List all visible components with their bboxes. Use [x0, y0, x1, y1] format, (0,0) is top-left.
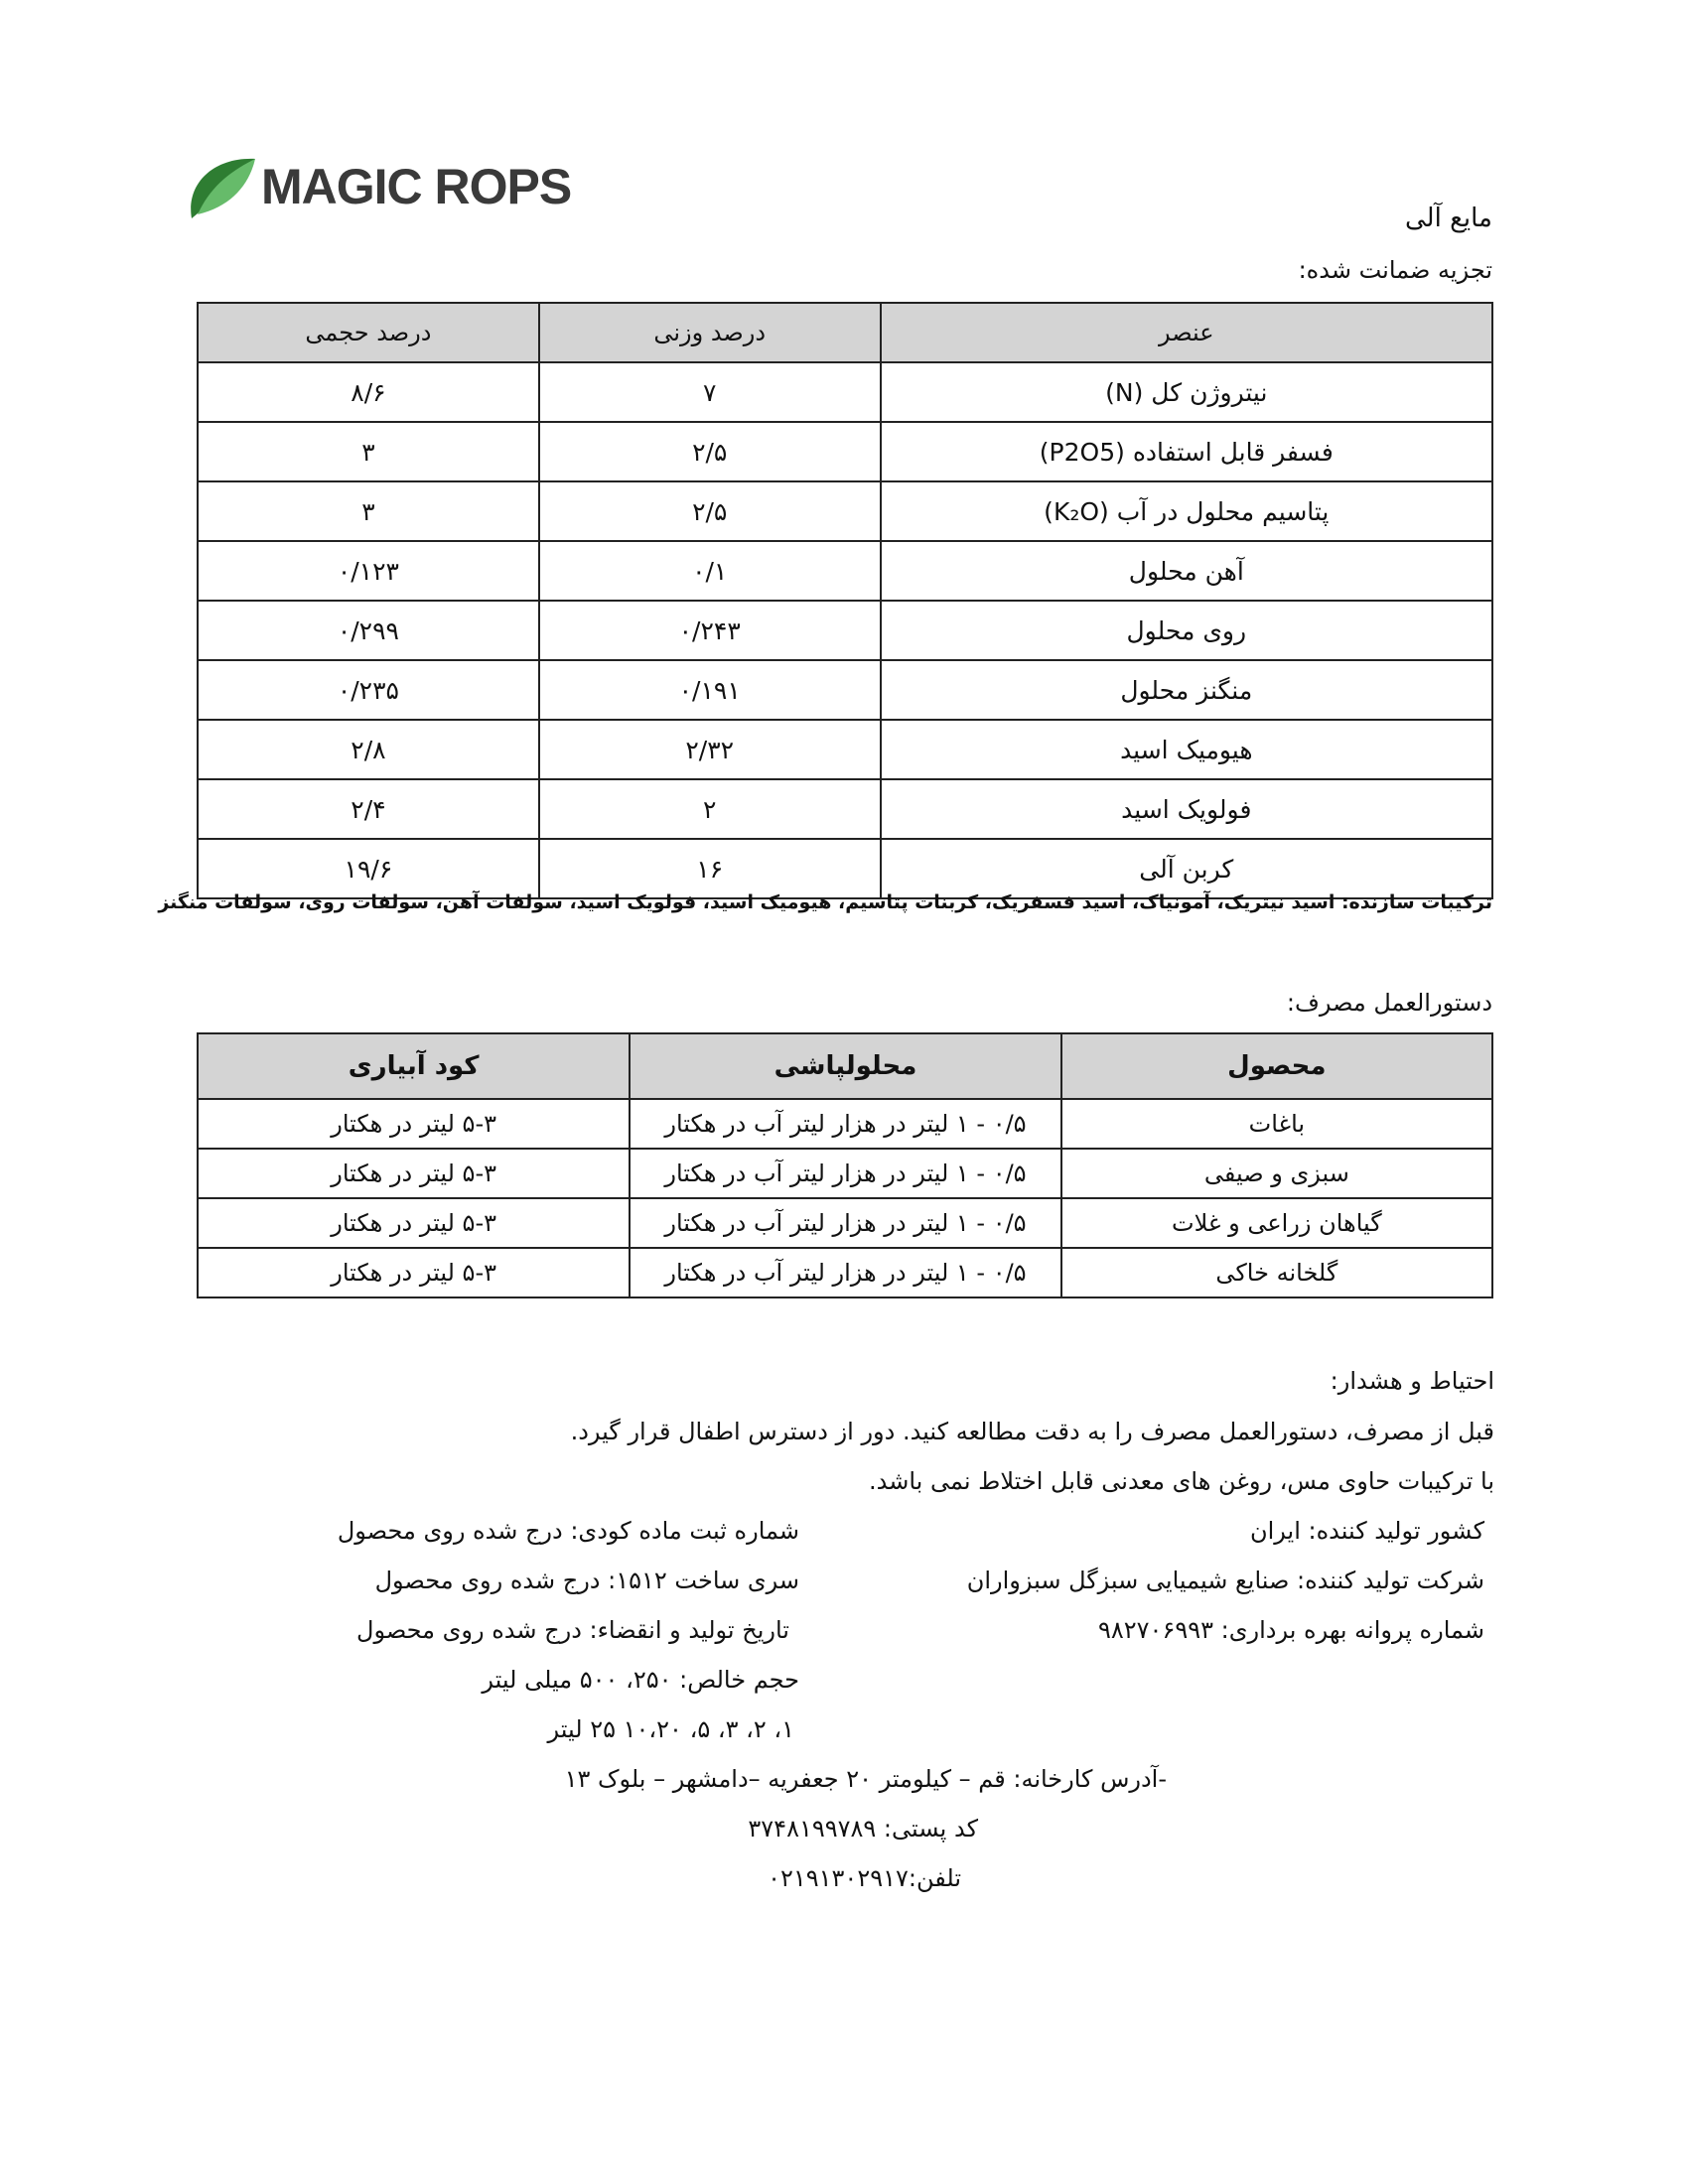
header-volume-percent: درصد حجمی: [198, 303, 539, 362]
element-cell: روی محلول: [881, 601, 1492, 660]
country-of-origin: کشور تولید کننده: ایران: [1250, 1517, 1484, 1545]
warning-line-1: قبل از مصرف، دستورالعمل مصرف را به دقت مطالعه کنید. دور از دسترس اطفال قرار گیرد.: [570, 1418, 1494, 1445]
weight-cell: ۲/۵: [539, 422, 881, 481]
factory-address: -آدرس کارخانه: قم – کیلومتر ۲۰ جعفریه –دامشهر – بلوک ۱۳: [564, 1765, 1167, 1793]
logo-text: MAGIC ROPS: [261, 159, 572, 214]
batch-number: سری ساخت ۱۵۱۲: درج شده روی محصول: [374, 1567, 799, 1594]
element-cell: آهن محلول: [881, 541, 1492, 601]
weight-cell: ۰/۱۹۱: [539, 660, 881, 720]
fertigation-cell: ۵-۳ لیتر در هکتار: [198, 1099, 630, 1149]
volume-cell: ۲/۸: [198, 720, 539, 779]
usage-title: دستورالعمل مصرف:: [1286, 989, 1492, 1017]
header-fertigation: کود آبیاری: [198, 1033, 630, 1099]
element-cell: نیتروژن کل (N): [881, 362, 1492, 422]
weight-cell: ۰/۲۴۳: [539, 601, 881, 660]
fertigation-cell: ۵-۳ لیتر در هکتار: [198, 1198, 630, 1248]
manufacturer: شرکت تولید کننده: صنایع شیمیایی سبزگل سبزواران: [966, 1567, 1484, 1594]
analysis-title: تجزیه ضمانت شده:: [1298, 256, 1492, 284]
crop-cell: باغات: [1061, 1099, 1492, 1149]
header-element: عنصر: [881, 303, 1492, 362]
weight-cell: ۲: [539, 779, 881, 839]
table-row: [198, 839, 1492, 898]
element-cell: پتاسیم محلول در آب (K₂O): [881, 481, 1492, 541]
table-row: [198, 362, 1492, 422]
phone-number: تلفن:۰۲۱۹۱۳۰۲۹۱۷: [768, 1864, 961, 1892]
table-row: [198, 720, 1492, 779]
table-row: [198, 1149, 1492, 1198]
production-expiry-date: تاریخ تولید و انقضاء: درج شده روی محصول: [356, 1616, 789, 1644]
volume-cell: ۳: [198, 481, 539, 541]
element-cell: فولویک اسید: [881, 779, 1492, 839]
usage-table: [197, 1032, 1493, 1298]
table-row: [198, 481, 1492, 541]
volume-cell: ۰/۲۹۹: [198, 601, 539, 660]
volume-cell: ۰/۲۳۵: [198, 660, 539, 720]
volume-cell: ۳: [198, 422, 539, 481]
table-row: [198, 541, 1492, 601]
warning-title: احتیاط و هشدار:: [1330, 1367, 1494, 1395]
header-foliar: محلولپاشی: [630, 1033, 1060, 1099]
header-crop: محصول: [1061, 1033, 1492, 1099]
foliar-cell: ۰/۵ - ۱ لیتر در هزار لیتر آب در هکتار: [630, 1198, 1060, 1248]
crop-cell: گیاهان زراعی و غلات: [1061, 1198, 1492, 1248]
leaf-icon: [191, 159, 255, 218]
net-volume-liters: ۱، ۲، ۳، ۵، ۱۰،۲۰ ۲۵ لیتر: [547, 1715, 794, 1743]
table-header-row: [198, 303, 1492, 362]
magic-crops-logo: [184, 149, 572, 228]
weight-cell: ۱۶: [539, 839, 881, 898]
table-row: [198, 601, 1492, 660]
registration-number: شماره ثبت ماده کودی: درج شده روی محصول: [337, 1517, 799, 1545]
table-row: [198, 1198, 1492, 1248]
element-cell: منگنز محلول: [881, 660, 1492, 720]
element-cell: کربن آلی: [881, 839, 1492, 898]
postal-code: کد پستی: ۳۷۴۸۱۹۹۷۸۹: [748, 1815, 978, 1843]
volume-cell: ۱۹/۶: [198, 839, 539, 898]
table-row: [198, 422, 1492, 481]
fertigation-cell: ۵-۳ لیتر در هکتار: [198, 1248, 630, 1297]
net-volume: حجم خالص: ۲۵۰، ۵۰۰ میلی لیتر: [482, 1666, 799, 1694]
table-header-row: [198, 1033, 1492, 1099]
foliar-cell: ۰/۵ - ۱ لیتر در هزار لیتر آب در هکتار: [630, 1099, 1060, 1149]
composition-text: ترکیبات سازنده: اسید نیتریک، آمونیاک، اسید فسفریک، کربنات پتاسیم، هیومیک اسید، فولویک اسید، سولفات آهن، سولفات روی، سولفات منگنز: [158, 891, 1492, 913]
analysis-table: [197, 302, 1493, 899]
header-weight-percent: درصد وزنی: [539, 303, 881, 362]
weight-cell: ۲/۳۲: [539, 720, 881, 779]
weight-cell: ۰/۱: [539, 541, 881, 601]
foliar-cell: ۰/۵ - ۱ لیتر در هزار لیتر آب در هکتار: [630, 1248, 1060, 1297]
product-title: مایع آلی: [1404, 204, 1492, 233]
weight-cell: ۲/۵: [539, 481, 881, 541]
license-number: شماره پروانه بهره برداری: ۹۸۲۷۰۶۹۹۳: [1097, 1616, 1484, 1644]
element-cell: فسفر قابل استفاده (P2O5): [881, 422, 1492, 481]
fertigation-cell: ۵-۳ لیتر در هکتار: [198, 1149, 630, 1198]
foliar-cell: ۰/۵ - ۱ لیتر در هزار لیتر آب در هکتار: [630, 1149, 1060, 1198]
crop-cell: سبزی و صیفی: [1061, 1149, 1492, 1198]
volume-cell: ۸/۶: [198, 362, 539, 422]
volume-cell: ۲/۴: [198, 779, 539, 839]
table-row: [198, 779, 1492, 839]
table-row: [198, 1099, 1492, 1149]
element-cell: هیومیک اسید: [881, 720, 1492, 779]
crop-cell: گلخانه خاکی: [1061, 1248, 1492, 1297]
warning-line-2: با ترکیبات حاوی مس، روغن های معدنی قابل اختلاط نمی باشد.: [869, 1467, 1494, 1495]
table-row: [198, 660, 1492, 720]
weight-cell: ۷: [539, 362, 881, 422]
volume-cell: ۰/۱۲۳: [198, 541, 539, 601]
table-row: [198, 1248, 1492, 1297]
